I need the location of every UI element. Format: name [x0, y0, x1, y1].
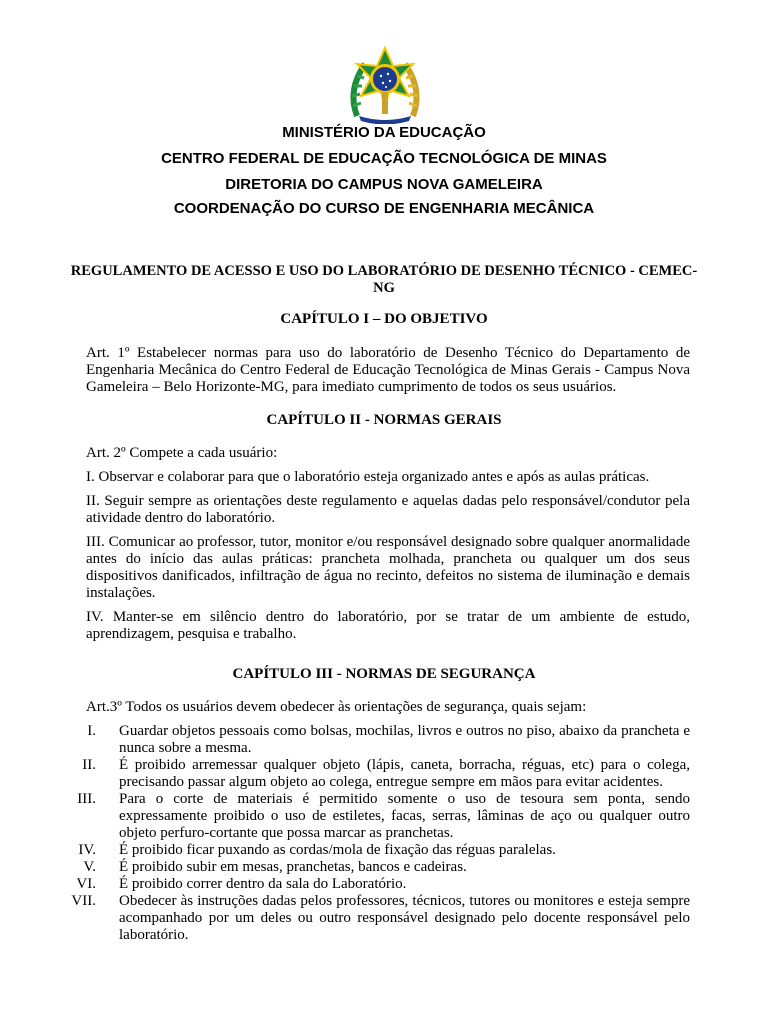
list-item-number: I.: [87, 723, 96, 739]
list-item-number: VI.: [76, 876, 96, 892]
list-item-number: V.: [83, 859, 96, 875]
list-item-text: Obedecer às instruções dadas pelos professores, técnicos, tutores ou monitores e esteja sempre acompanhado por um deles ou outro responsável designado pelo docente responsável pelo laboratório.: [119, 893, 690, 943]
header-ministry: MINISTÉRIO DA EDUCAÇÃO: [282, 124, 486, 141]
document-title: REGULAMENTO DE ACESSO E USO DO LABORATÓRIO DE DESENHO TÉCNICO - CEMEC-NG: [70, 263, 698, 296]
list-item-number: IV.: [78, 842, 96, 858]
list-item-number: III.: [77, 791, 96, 807]
article-2-item-4: IV. Manter-se em silêncio dentro do laboratório, por se tratar de um ambiente de estudo, aprendizagem, pesquisa e trabalho.: [86, 609, 690, 642]
list-item-number: VII.: [71, 893, 96, 909]
article-2: Art. 2º Compete a cada usuário:: [86, 445, 278, 461]
article-2-item-3: III. Comunicar ao professor, tutor, monitor e/ou responsável designado sobre qualquer anormalidade antes do início das aulas práticas: prancheta molhada, prancheta ou qualquer um dos seus dispositivos danificados, infiltração de água no recinto, defeitos no sistema de iluminação e demais instalações.: [86, 534, 690, 601]
chapter-2-heading: CAPÍTULO II - NORMAS GERAIS: [266, 412, 502, 428]
article-1: Art. 1º Estabelecer normas para uso do laboratório de Desenho Técnico do Departamento de Engenharia Mecânica do Centro Federal de Educação Tecnológica de Minas Gerais - Campus Nova Gameleira – Belo Horizonte-MG, para imediato cumprimento de todos os seus usuários.: [86, 345, 690, 395]
article-2-item-2: II. Seguir sempre as orientações deste regulamento e aquelas dadas pelo responsável/condutor pela atividade dentro do laboratório.: [86, 493, 690, 526]
chapter-3-heading: CAPÍTULO III - NORMAS DE SEGURANÇA: [232, 666, 536, 682]
list-item-text: Guardar objetos pessoais como bolsas, mochilas, livros e outros no piso, abaixo da prancheta e nunca sobre a mesma.: [119, 723, 690, 756]
list-item-text: É proibido correr dentro da sala do Laboratório.: [119, 876, 407, 892]
list-item-text: É proibido ficar puxando as cordas/mola de fixação das réguas paralelas.: [119, 842, 556, 858]
list-item-text: É proibido arremessar qualquer objeto (lápis, caneta, borracha, réguas, etc) para o colega, precisando passar algum objeto ao colega, entregue sempre em mãos para evitar acidentes.: [119, 757, 690, 790]
list-item-number: II.: [82, 757, 96, 773]
header-institution: CENTRO FEDERAL DE EDUCAÇÃO TECNOLÓGICA DE MINAS: [161, 150, 607, 167]
header-campus: DIRETORIA DO CAMPUS NOVA GAMELEIRA: [225, 176, 543, 193]
chapter-1-heading: CAPÍTULO I – DO OBJETIVO: [280, 311, 488, 327]
article-3: Art.3º Todos os usuários devem obedecer às orientações de segurança, quais sejam:: [86, 699, 587, 715]
article-2-item-1: I. Observar e colaborar para que o laboratório esteja organizado antes e após as aulas práticas.: [86, 469, 650, 485]
list-item-text: Para o corte de materiais é permitido somente o uso de tesoura sem ponta, sendo expressamente proibido o uso de estiletes, facas, serras, lâminas de aço ou qualquer outro objeto perfuro-cortante que possa marcar as pranchetas.: [119, 791, 690, 841]
header-coordination: COORDENAÇÃO DO CURSO DE ENGENHARIA MECÂNICA: [173, 200, 595, 217]
brazil-coat-of-arms-icon: [343, 46, 427, 124]
list-item-text: É proibido subir em mesas, pranchetas, bancos e cadeiras.: [119, 859, 467, 875]
